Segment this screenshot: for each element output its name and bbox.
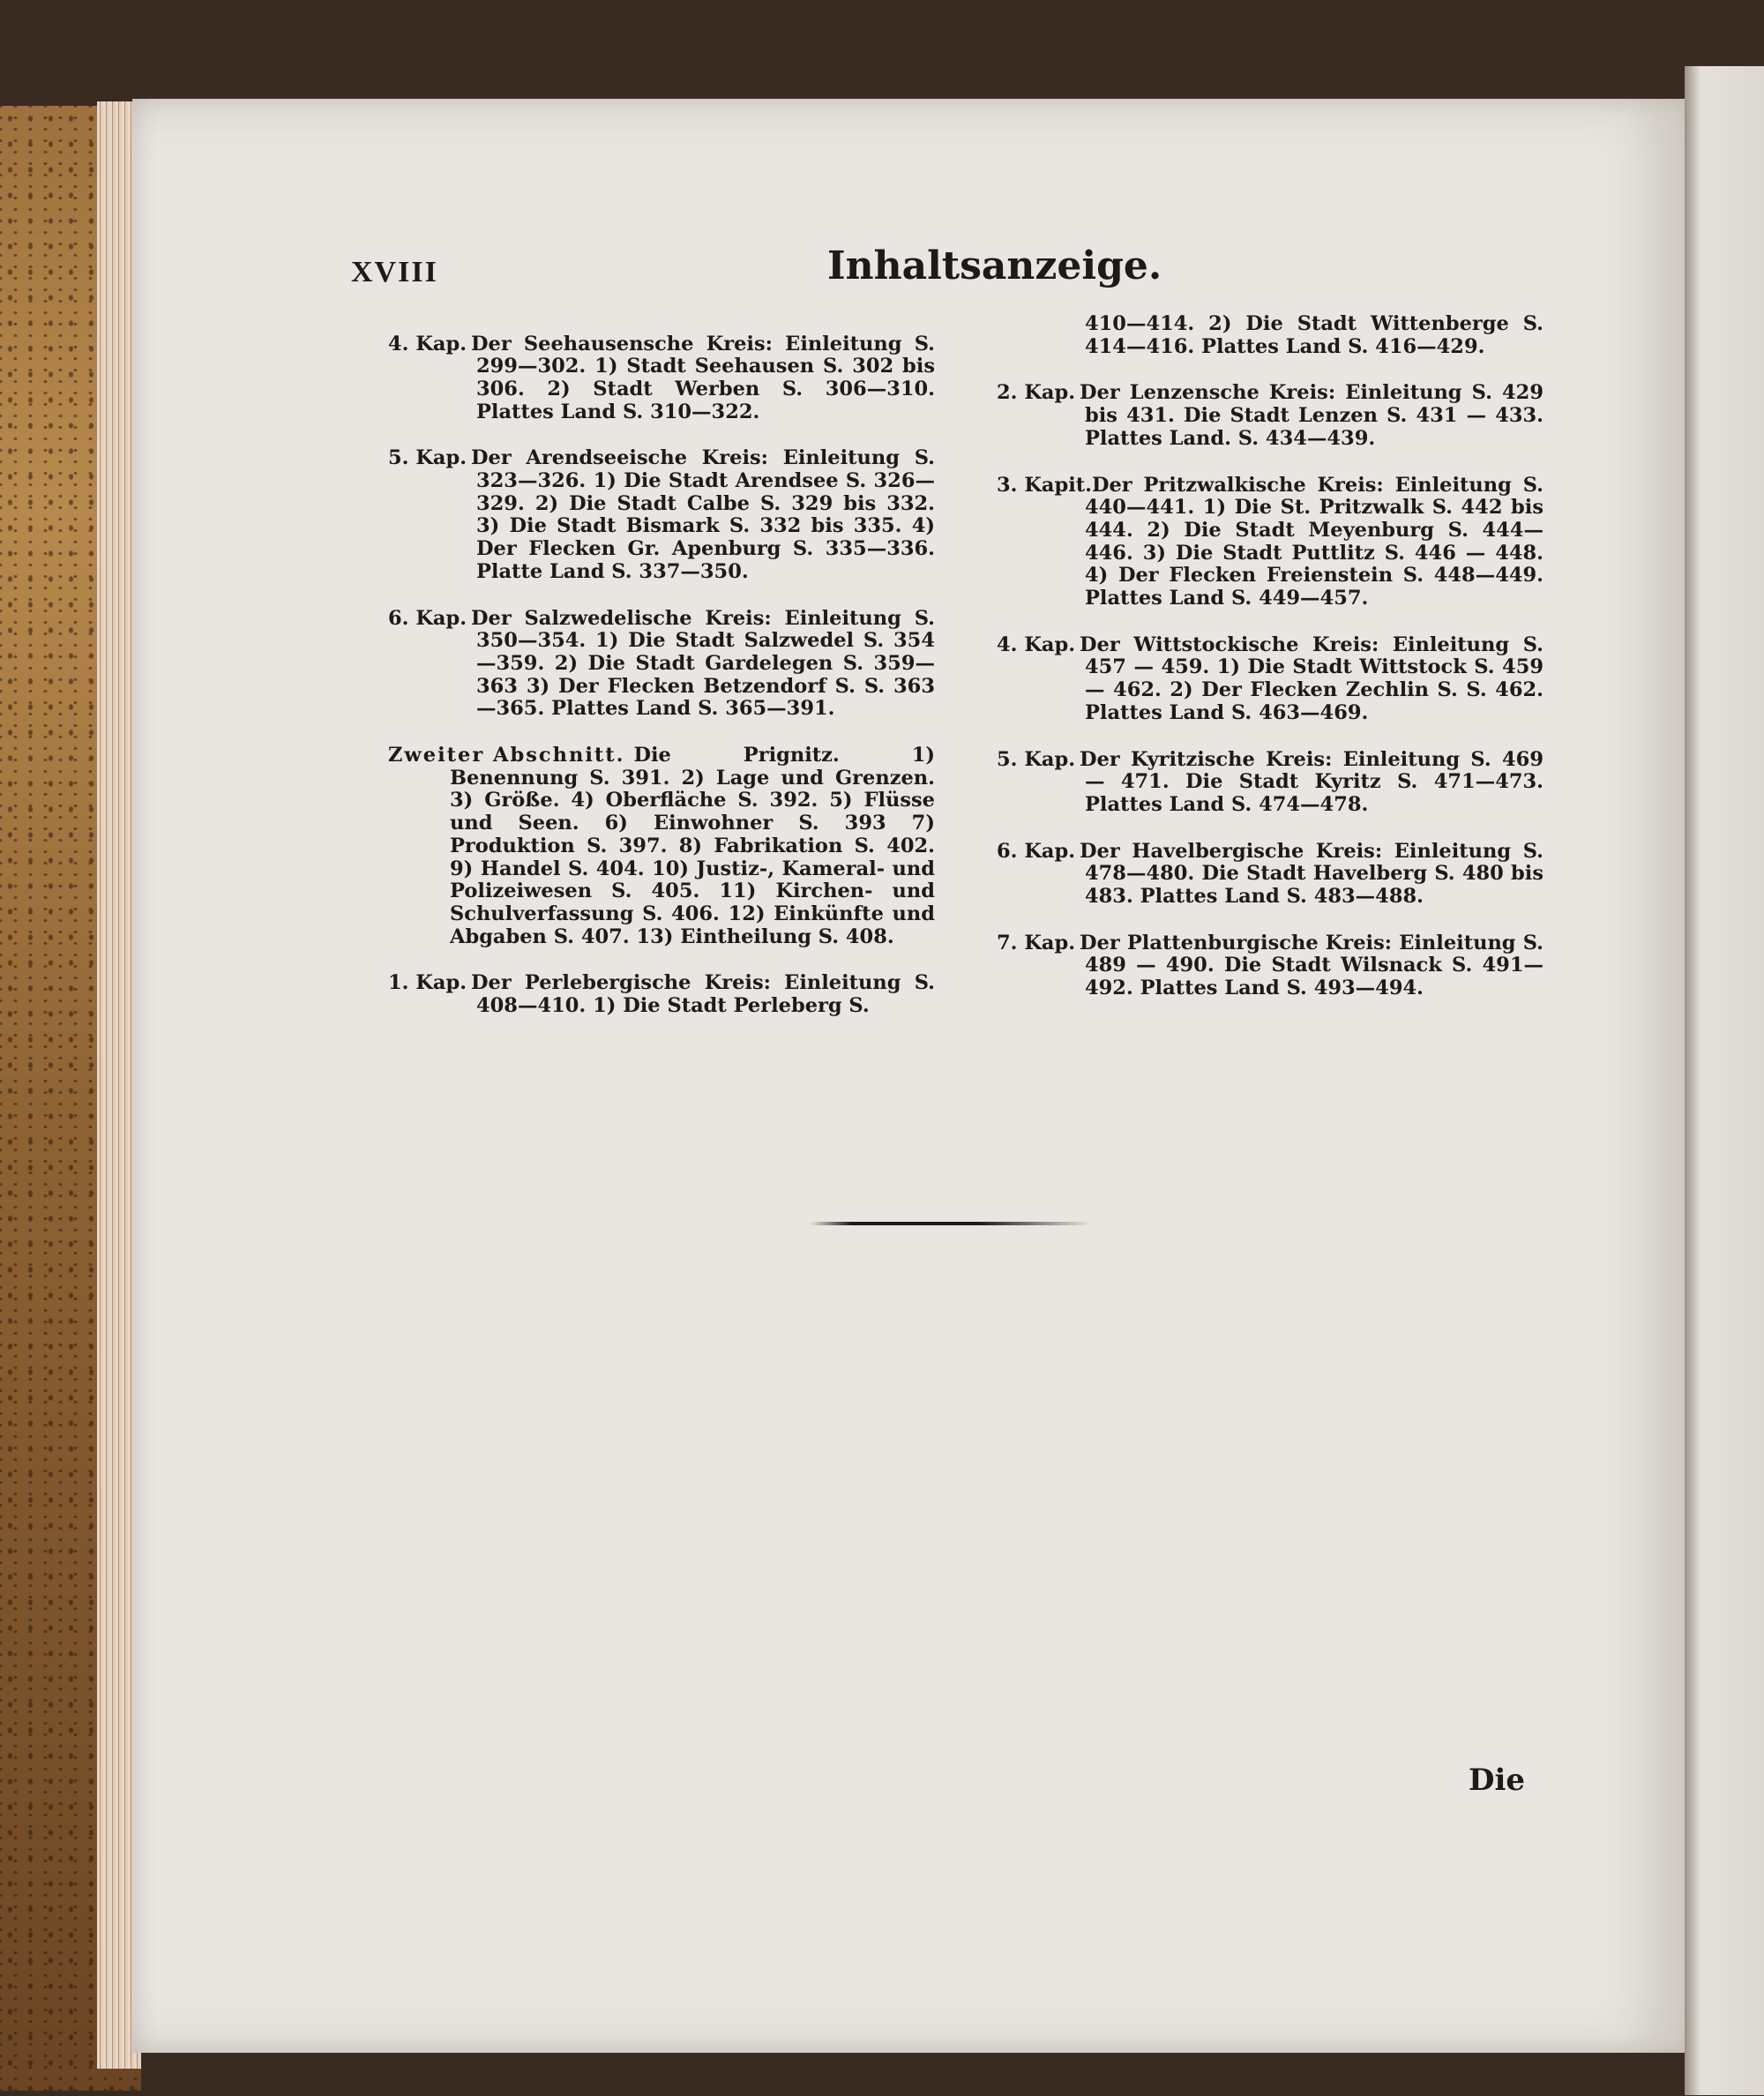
toc-entry [388, 333, 935, 424]
entry-label: 4. Kap. [388, 332, 467, 356]
toc-entry-continuation [997, 313, 1544, 358]
entry-label: 6. Kap. [997, 839, 1076, 863]
toc-entry [388, 972, 935, 1017]
page-header [351, 238, 1162, 300]
entry-text: Der Lenzensche Kreis: Einleitung S. 429 bis 431. Die Stadt Lenzen S. 431 — 433. Plattes Land. S. 434—439. [1080, 381, 1544, 450]
toc-entry [997, 932, 1544, 1000]
right-column [997, 313, 1544, 1024]
running-title: Inhaltsanzeige. [827, 243, 1162, 288]
toc-entry [997, 475, 1544, 610]
page-number: XVIII [351, 256, 438, 288]
entry-text: Der Pritzwalkische Kreis: Einleitung S. 440—441. 1) Die St. Pritzwalk S. 442 bis 444. 2) Die Stadt Meyenburg S. 444—446. 3) Die Stadt Puttlitz S. 446 — 448. 4) Der Flecken Freienstein S. 448—449. Plattes Land S. 449—457. [1085, 473, 1544, 610]
entry-text: Der Wittstockische Kreis: Einleitung S. 457 — 459. 1) Die Stadt Wittstock S. 459 — 462. 2) Der Flecken Zechlin S. S. 462. Plattes Land S. 463—469. [1080, 633, 1544, 724]
entry-label: 5. Kap. [997, 747, 1076, 771]
toc-entry [997, 841, 1544, 909]
toc-entry [388, 608, 935, 722]
catchword: Die [1469, 1763, 1526, 1798]
entry-text: Der Plattenburgische Kreis: Einleitung S. 489 — 490. Die Stadt Wilsnack S. 491—492. Plattes Land S. 493—494. [1080, 931, 1544, 1000]
toc-section-entry [388, 745, 935, 948]
entry-label: 4. Kap. [997, 633, 1076, 656]
toc-entry [997, 749, 1544, 817]
entry-text: Der Seehausensche Kreis: Einleitung S. 299—302. 1) Stadt Seehausen S. 302 bis 306. 2) Stadt Werben S. 306—310. Plattes Land S. 310—322. [471, 332, 935, 423]
entry-label: 7. Kap. [997, 931, 1076, 954]
section-label: Zweiter Abschnitt. [388, 744, 625, 767]
entry-text: Die Prignitz. 1) Benennung S. 391. 2) Lage und Grenzen. 3) Größe. 4) Oberfläche S. 392. 5) Flüsse und Seen. 6) Einwohner S. 393 7) Produktion S. 397. 8) Fabrikation S. 402. 9) Handel S. 404. 10) Justiz-, Kameral- und Polizeiwesen S. 405. 11) Kirchen- und Schulverfassung S. 406. 12) Einkünfte und Abgaben S. 407. 13) Eintheilung S. 408. [450, 744, 935, 948]
entry-label: 5. Kap. [388, 446, 467, 470]
facing-page-edge [1685, 66, 1764, 2095]
entry-label: 6. Kap. [388, 606, 467, 630]
ornamental-rule [810, 1222, 1092, 1225]
toc-entry [997, 382, 1544, 450]
left-column [388, 313, 935, 1042]
toc-entry [997, 634, 1544, 725]
entry-text: Der Kyritzische Kreis: Einleitung S. 469 — 471. Die Stadt Kyritz S. 471—473. Plattes Land S. 474—478. [1080, 747, 1544, 816]
entry-label: 1. Kap. [388, 971, 467, 995]
entry-label: 3. Kapit. [997, 473, 1092, 497]
entry-label: 2. Kap. [997, 381, 1076, 405]
entry-text: Der Salzwedelische Kreis: Einleitung S. 350—354. 1) Die Stadt Salzwedel S. 354—359. 2) Die Stadt Gardelegen S. 359—363 3) Der Flecken Betzendorf S. S. 363—365. Plattes Land S. 365—391. [471, 606, 935, 721]
entry-text: Der Arendseeische Kreis: Einleitung S. 323—326. 1) Die Stadt Arendsee S. 326—329. 2) Die Stadt Calbe S. 329 bis 332. 3) Die Stadt Bismark S. 332 bis 335. 4) Der Flecken Gr. Apenburg S. 335—336. Platte Land S. 337—350. [471, 446, 935, 583]
entry-text: 410—414. 2) Die Stadt Wittenberge S. 414—416. Plattes Land S. 416—429. [1085, 312, 1544, 358]
toc-entry [388, 447, 935, 583]
entry-text: Der Havelbergische Kreis: Einleitung S. 478—480. Die Stadt Havelberg S. 480 bis 483. Plattes Land S. 483—488. [1080, 839, 1544, 909]
entry-text: Der Perlebergische Kreis: Einleitung S. 408—410. 1) Die Stadt Perleberg S. [471, 971, 935, 1018]
